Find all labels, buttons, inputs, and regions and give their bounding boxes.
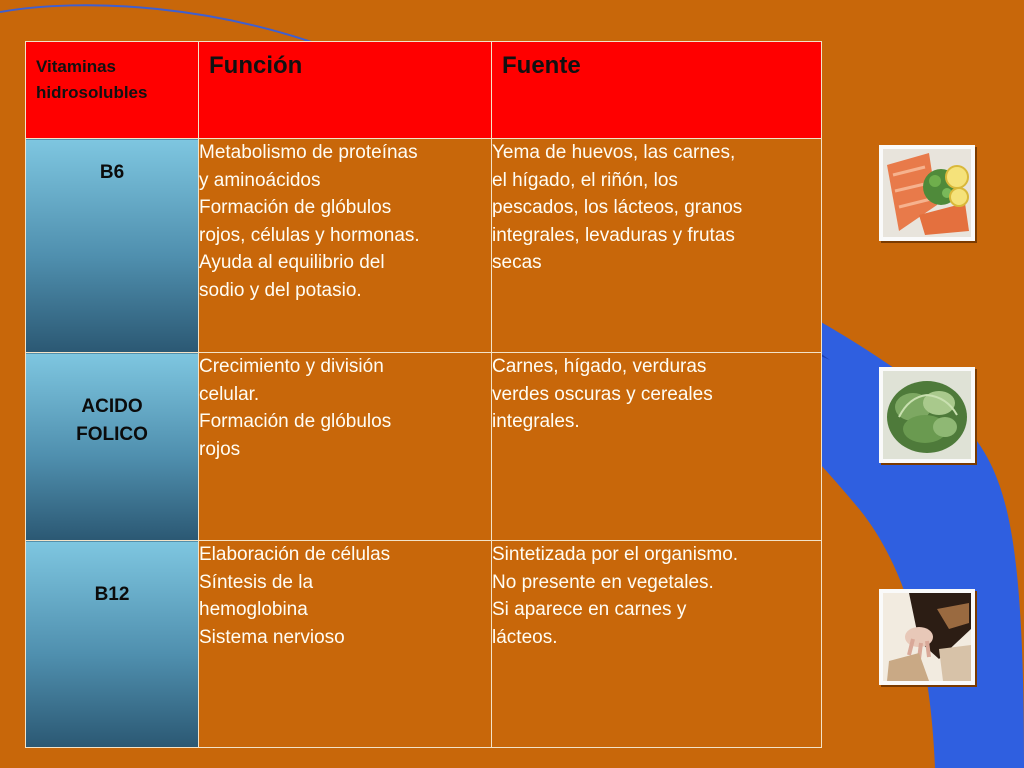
fuente-line: No presente en vegetales.: [492, 571, 714, 593]
funcion-line: Elaboración de células: [199, 544, 391, 565]
header-col0-line: hidrosolubles: [36, 83, 148, 102]
funcion-cell: [199, 541, 492, 748]
table-row: [26, 541, 822, 748]
vitamins-table: [25, 41, 822, 748]
lettuce-photo: [879, 367, 975, 463]
fuente-line: Yema de huevos, las carnes,: [492, 142, 736, 163]
table-row: [26, 353, 822, 541]
fuente-line: integrales, levaduras y frutas: [492, 224, 735, 246]
fuente-line: Si aparece en carnes y: [492, 599, 687, 620]
funcion-line: hemoglobina: [199, 599, 308, 620]
fuente-line: pescados, los lácteos, granos: [492, 197, 743, 218]
funcion-line: Sistema nervioso: [199, 626, 345, 648]
fuente-cell: [492, 139, 822, 353]
vitamin-name: ACIDO: [81, 396, 143, 417]
fuente-line: secas: [492, 252, 542, 273]
table-row: [26, 139, 822, 353]
funcion-line: rojos, células y hormonas.: [199, 224, 420, 246]
salmon-photo: [879, 145, 975, 241]
fuente-line: integrales.: [492, 411, 580, 432]
vitamin-name: B12: [94, 584, 130, 605]
table-header-row: [26, 42, 822, 139]
vitamin-cell: [26, 353, 199, 541]
fuente-line: lácteos.: [492, 626, 558, 648]
funcion-line: y aminoácidos: [199, 169, 321, 191]
funcion-line: Síntesis de la: [199, 571, 314, 593]
funcion-cell: [199, 139, 492, 353]
fuente-line: verdes oscuras y cereales: [492, 383, 713, 405]
vitamin-cell: [26, 139, 199, 353]
header-fuente: Fuente: [492, 42, 822, 139]
funcion-line: sodio y del potasio.: [199, 279, 362, 301]
fuente-line: Sintetizada por el organismo.: [492, 544, 739, 565]
funcion-line: Formación de glóbulos: [199, 411, 392, 432]
funcion-line: rojos: [199, 438, 241, 460]
funcion-line: Ayuda al equilibrio del: [199, 252, 385, 273]
fuente-cell: [492, 541, 822, 748]
funcion-line: celular.: [199, 383, 260, 405]
header-col0-line: Vitaminas: [36, 57, 117, 76]
vitamin-name: B6: [99, 162, 125, 183]
funcion-line: Crecimiento y división: [199, 356, 384, 377]
header-vitaminas: [26, 42, 199, 139]
funcion-line: Formación de glóbulos: [199, 197, 392, 218]
vitamin-cell: [26, 541, 199, 748]
funcion-line: Metabolismo de proteínas: [199, 142, 418, 163]
header-funcion: Función: [199, 42, 492, 139]
fuente-line: Carnes, hígado, verduras: [492, 356, 707, 377]
funcion-cell: [199, 353, 492, 541]
cow-photo: [879, 589, 975, 685]
vitamin-name: FOLICO: [76, 424, 148, 445]
fuente-cell: [492, 353, 822, 541]
fuente-line: el hígado, el riñón, los: [492, 169, 678, 191]
